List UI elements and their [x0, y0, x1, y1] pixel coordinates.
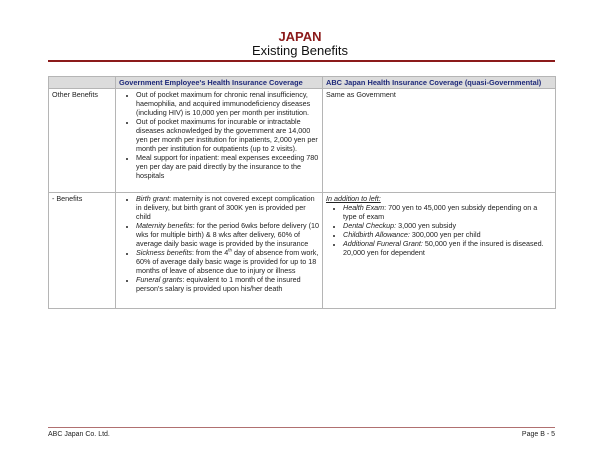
footer-company: ABC Japan Co. Ltd. [48, 431, 110, 438]
abc-intro: In addition to left: [326, 194, 381, 203]
table-header-row [49, 77, 556, 89]
bullet-list [119, 194, 319, 293]
list-item: • Out of pocket maximums for incurable or intractable diseases acknowledged by the government are 14,000 yen per month per institution for inpatients, 2,000 yen per month per institution for outpatients (up to 2 visits). [136, 117, 319, 153]
item-text: : equivalent to 1 month of the insured person's salary is provided upon his/her death [136, 275, 301, 293]
page-title: JAPAN [278, 29, 322, 44]
superscript: th [228, 247, 233, 253]
column-header-label [49, 77, 116, 89]
footer-divider [48, 427, 555, 428]
government-cell [116, 89, 323, 193]
item-term: Health Exam [343, 203, 385, 212]
item-text: 3,000 yen subsidy [396, 221, 457, 230]
header-divider [48, 60, 555, 62]
row-label: - Benefits [49, 193, 116, 309]
item-text: : from the 4 [191, 248, 229, 257]
item-term: Sickness benefits [136, 248, 192, 257]
bullet-list [326, 203, 552, 257]
list-item: • Meal support for inpatient: meal expenses exceeding 780 yen per day are paid directly by the insurance to the hospitals [136, 153, 319, 180]
item-term: Funeral grants [136, 275, 183, 284]
item-term: Maternity benefits [136, 221, 193, 230]
list-item [136, 194, 319, 221]
abc-cell: Same as Government [323, 89, 556, 193]
government-cell [116, 193, 323, 309]
column-header-abc: ABC Japan Health Insurance Coverage (quasi-Governmental) [323, 77, 556, 89]
list-item [136, 275, 319, 293]
item-text: 50,000 yen if the insured is diseased. 20,000 yen for dependent [343, 239, 544, 257]
item-term: Additional Funeral Grant: [343, 239, 423, 248]
item-text: day of absence from work, 60% of average daily basic wage is provided for up to 18 months of leave of absence due to injury or illness [136, 248, 319, 275]
item-text: : 700 yen to 45,000 yen subsidy depending on a type of exam [343, 203, 538, 221]
column-header-government: Government Employee's Health Insurance Coverage [116, 77, 323, 89]
list-item [343, 239, 552, 257]
item-term: Childbirth Allowance: [343, 230, 410, 239]
item-text: 300,000 yen per child [409, 230, 481, 239]
item-term: Dental Checkup: [343, 221, 397, 230]
page-subtitle: Existing Benefits [251, 43, 349, 58]
bullet-list [119, 90, 319, 180]
row-label: Other Benefits [49, 89, 116, 193]
list-item: • Out of pocket maximum for chronic renal insufficiency, haemophilia, and acquired immunodeficiency diseases (including HIV) is 10,000 yen per month per institution. [136, 90, 319, 117]
item-text: : for the period 6wks before delivery (10 wks for multiple birth) & 8 wks after delivery, 60% of average daily basic wage is provided by the insurance [136, 221, 319, 248]
list-item [136, 221, 319, 248]
item-text: : maternity is not covered except complication in delivery, but birth grant of 300K yen is provided per child [136, 194, 315, 221]
table-row [49, 89, 556, 193]
benefits-table [48, 76, 556, 309]
list-item [343, 203, 552, 221]
list-item [343, 230, 552, 239]
table-row [49, 193, 556, 309]
item-term: Birth grant [136, 194, 170, 203]
list-item [343, 221, 552, 230]
list-item [136, 248, 319, 275]
footer-page-number: Page B - 5 [521, 431, 555, 438]
abc-cell [323, 193, 556, 309]
